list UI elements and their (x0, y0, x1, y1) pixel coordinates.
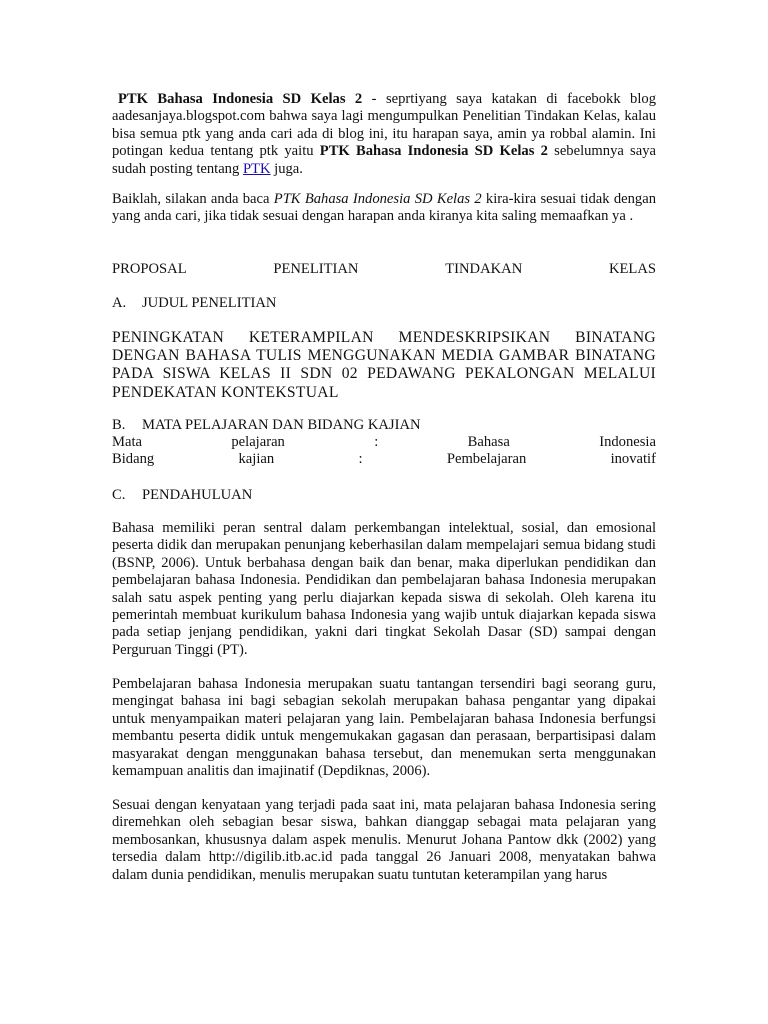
proposal-word: KELAS (608, 261, 656, 277)
second-paragraph (112, 191, 656, 226)
field-cell: inovatif (610, 451, 656, 468)
intro-body-paragraph-3: Sesuai dengan kenyataan yang terjadi pada saat ini, mata pelajaran bahasa Indonesia sering diremehkan oleh sebagian besar siswa, bahkan dianggap sebagai mata pelajaran yang membosankan, khususnya dalam aspek menulis. Menurut Johana Pantow dkk (2002) yang tersedia dalam http://digilib.itb.ac.id pada tanggal 26 Januari 2008, menyatakan bahwa dalam dunia pendidikan, menulis merupakan suatu tuntutan keterampilan yang harus (112, 797, 656, 883)
intro-text-1: - seprtiyang saya katakan di facebokk blog aadesanjaya.blogspot.com bahwa saya lagi mengumpulkan Penelitian Tindakan Kelas, kalau bisa semua ptk yang anda cari ada di blog ini, itu harapan saya, amin ya robbal alamin. Ini potingan kedua tentang ptk yaitu (112, 91, 656, 160)
intro-body-paragraph-1: Bahasa memiliki peran sentral dalam perkembangan intelektual, sosial, dan emosional peserta didik dan merupakan penunjang keberhasilan dalam mempelajari semua bidang studi (BSNP, 2006). Untuk berbahasa dengan baik dan benar, maka diperlukan pendidikan dan pembelajaran bahasa Indonesia. Pendidikan dan pembelajaran bahasa Indonesia merupakan salah satu aspek penting yang perlu diajarkan kepada siswa di sekolah. Oleh karena itu pemerintah membuat kurikulum bahasa Indonesia yang wajib untuk diajarkan kepada siswa pada setiap jenjang pendidikan, yakni dari tingkat Sekolah Dasar (SD) sampai dengan Perguruan Tinggi (PT). (112, 520, 656, 658)
para2-text-2: kira-kira sesuai tidak dengan yang anda cari, jika tidak sesuai dengan harapan anda kiranya kita saling memaafkan ya . (112, 191, 656, 225)
para2-text-1: Baiklah, silakan anda baca (112, 191, 274, 207)
proposal-word: PROPOSAL (112, 261, 187, 277)
intro-text-2: sebelumnya saya sudah posting tentang (112, 143, 656, 177)
subject-cell: Mata (112, 434, 142, 450)
para2-title-italic: PTK Bahasa Indonesia SD Kelas 2 (273, 191, 482, 207)
field-cell: kajian (238, 451, 275, 468)
proposal-word: PENELITIAN (273, 261, 359, 277)
section-c-heading (112, 487, 656, 504)
intro-title-bold-2: PTK Bahasa Indonesia SD Kelas 2 (319, 143, 548, 160)
subject-cell: Indonesia (599, 434, 656, 450)
proposal-heading (112, 261, 656, 278)
section-a-letter: A. (112, 295, 127, 311)
proposal-word: TINDAKAN (445, 261, 523, 277)
subject-cell: pelajaran (231, 434, 285, 450)
subject-cell: Bahasa (467, 434, 510, 450)
ptk-link[interactable]: PTK (242, 160, 271, 177)
intro-title-bold: PTK Bahasa Indonesia SD Kelas 2 (118, 91, 363, 107)
intro-paragraph (112, 91, 656, 178)
field-row (112, 451, 656, 468)
section-b-heading (112, 417, 656, 434)
intro-body-paragraph-2: Pembelajaran bahasa Indonesia merupakan suatu tantangan tersendiri bagi seorang guru, mengingat bahasa ini bagi sebagian sekolah merupakan bahasa pengantar yang dipakai untuk menyampaikan materi pelajaran yang lain. Pembelajaran bahasa Indonesia berfungsi membantu peserta didik untuk mengemukakan gagasan dan perasaan, berpartisipasi dalam masyarakat dengan menggunakan bahasa tersebut, dan menemukan serta menggunakan kemampuan analitis dan imajinatif (Depdiknas, 2006). (112, 676, 656, 780)
subject-info (112, 434, 656, 469)
intro-text-3: juga. (270, 160, 303, 177)
subject-cell: : (374, 434, 379, 450)
field-cell: Bidang (112, 451, 155, 468)
section-c-letter: C. (112, 487, 126, 503)
section-b-title: MATA PELAJARAN DAN BIDANG KAJIAN (142, 417, 421, 433)
section-c-title: PENDAHULUAN (142, 487, 253, 503)
field-cell: : (358, 451, 363, 468)
section-b-letter: B. (112, 417, 126, 433)
section-a-heading (112, 295, 656, 312)
subject-row (112, 434, 656, 451)
research-title: PENINGKATAN KETERAMPILAN MENDESKRIPSIKAN BINATANG DENGAN BAHASA TULIS MENGGUNAKAN MEDIA GAMBAR BINATANG PADA SISWA KELAS II SDN 02 PEDAWANG PEKALONGAN MELALUI PENDEKATAN KONTEKSTUAL (112, 329, 656, 401)
field-cell: Pembelajaran (446, 451, 527, 468)
section-a-title: JUDUL PENELITIAN (142, 295, 277, 311)
